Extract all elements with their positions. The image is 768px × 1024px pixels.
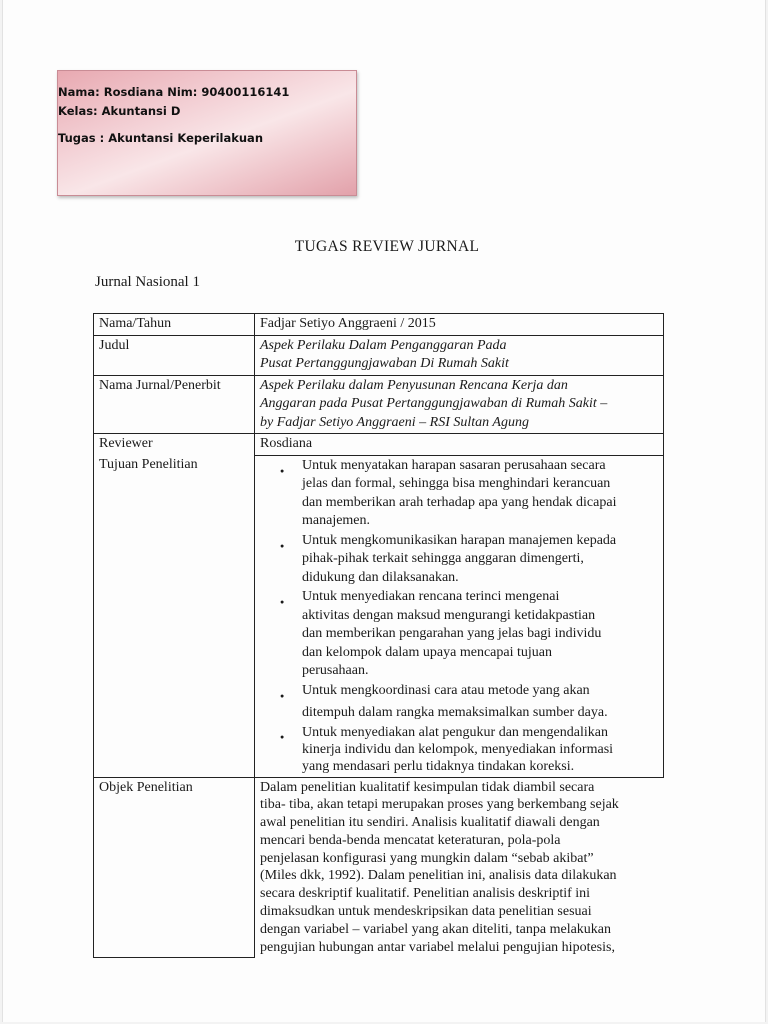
bullet-icon: ● — [280, 732, 285, 741]
goal-line: kinerja individu dan kelompok, menyediakan informasi — [302, 741, 614, 757]
goal-line: pihak-pihak terkait sehingga anggaran dimengerti, — [302, 551, 584, 566]
list-item — [280, 532, 658, 588]
table-row — [94, 455, 664, 777]
list-item — [280, 682, 658, 723]
paragraph-line: dimaksudkan untuk mendeskripsikan data penelitian sesuai — [260, 904, 592, 920]
goal-line: Untuk mengkoordinasi cara atau metode yang akan — [302, 682, 590, 698]
list-item — [280, 588, 658, 681]
goal-line: jelas dan formal, sehingga bisa menghindari kerancuan — [302, 476, 611, 491]
student-class: Kelas: Akuntansi D — [58, 104, 181, 118]
assignment-title: Tugas : Akuntansi Keperilakuan — [58, 131, 264, 145]
bullet-icon: ● — [280, 466, 285, 475]
paragraph-line: secara deskriptif kualitatif. Penelitian analisis deskriptif ini — [260, 886, 591, 902]
jurnal-line: Aspek Perilaku dalam Penyusunan Rencana Kerja dan — [260, 377, 568, 393]
row-value-reviewer: Rosdiana — [255, 434, 664, 456]
paragraph-line: pengujian hubungan antar variabel melalui pengujian hipotesis, — [260, 939, 615, 955]
jurnal-line: by Fadjar Setiyo Anggraeni – RSI Sultan Agung — [260, 414, 529, 430]
student-name-nim: Nama: Rosdiana Nim: 90400116141 — [58, 85, 290, 99]
goal-line: ditempuh dalam rangka memaksimalkan sumber daya. — [302, 705, 608, 720]
row-value-judul — [255, 335, 664, 375]
judul-line: Pusat Pertanggungjawaban Di Rumah Sakit — [260, 356, 509, 371]
list-item — [280, 457, 658, 531]
table-row — [94, 335, 664, 375]
bullet-icon: ● — [280, 541, 285, 550]
table-row — [94, 375, 664, 434]
table-row — [94, 314, 664, 336]
goal-line: Untuk menyediakan alat pengukur dan mengendalikan — [302, 724, 608, 740]
row-label-reviewer: Reviewer — [94, 434, 255, 456]
row-value-nama-tahun: Fadjar Setiyo Anggraeni / 2015 — [255, 314, 664, 336]
paragraph-line: dengan variabel – variabel yang akan diteliti, tanpa melakukan — [260, 921, 612, 937]
judul-line: Aspek Perilaku Dalam Penganggaran Pada — [260, 337, 507, 353]
goal-line: didukung dan dilaksanakan. — [302, 569, 459, 585]
review-table — [93, 313, 664, 958]
goal-line: perusahaan. — [302, 663, 369, 678]
row-label-nama-tahun: Nama/Tahun — [94, 314, 255, 336]
student-info-box — [57, 70, 357, 196]
journal-subheading: Jurnal Nasional 1 — [95, 274, 200, 290]
goal-line: aktivitas dengan maksud mengurangi ketidakpastian — [302, 607, 596, 623]
row-label-tujuan: Tujuan Penelitian — [94, 455, 255, 777]
row-value-nama-jurnal — [255, 375, 664, 434]
jurnal-line: Anggaran pada Pusat Pertanggungjawaban di Rumah Sakit – — [260, 396, 608, 411]
document-title: TUGAS REVIEW JURNAL — [294, 238, 480, 255]
paragraph-line: Dalam penelitian kualitatif kesimpulan tidak diambil secara — [260, 779, 595, 795]
goals-list — [260, 457, 658, 775]
goal-line: Untuk menyatakan harapan sasaran perusahaan secara — [302, 457, 606, 473]
document-page — [2, 0, 766, 1022]
row-label-nama-jurnal: Nama Jurnal/Penerbit — [94, 375, 255, 434]
row-value-tujuan — [255, 455, 664, 777]
row-value-objek — [255, 777, 664, 957]
row-label-judul: Judul — [94, 335, 255, 375]
paragraph-line: (Miles dkk, 1992). Dalam penelitian ini, analisis data dilakukan — [260, 868, 617, 884]
row-label-objek: Objek Penelitian — [94, 777, 255, 957]
bullet-icon: ● — [280, 598, 285, 606]
goal-line: yang mendasari perlu tidaknya tindakan koreksi. — [302, 758, 575, 774]
goal-line: dan memberikan pengarahan yang jelas bagi individu — [302, 626, 602, 641]
paragraph-line: penjelasan konfigurasi yang mungkin dalam “sebab akibat” — [260, 850, 594, 866]
goal-line: dan memberikan arah terhadap apa yang hendak dicapai — [302, 494, 617, 510]
list-item — [280, 724, 658, 775]
paragraph-line: awal penelitian itu sendiri. Analisis kualitatif diawali dengan — [260, 815, 600, 831]
paragraph-line: tiba- tiba, akan tetapi merupakan proses yang berkembang sejak — [260, 797, 619, 813]
goal-line: manajemen. — [302, 513, 371, 528]
goal-line: Untuk mengkomunikasikan harapan manajemen kepada — [302, 532, 617, 548]
goal-line: dan kelompok dalam upaya mencapai tujuan — [302, 644, 552, 660]
goal-line: Untuk menyediakan rencana terinci mengenai — [302, 589, 560, 604]
paragraph-line: mencari benda-benda mencatat keteraturan, pola-pola — [260, 832, 561, 848]
bullet-icon: ● — [280, 691, 285, 700]
table-row — [94, 434, 664, 456]
table-row — [94, 777, 664, 957]
